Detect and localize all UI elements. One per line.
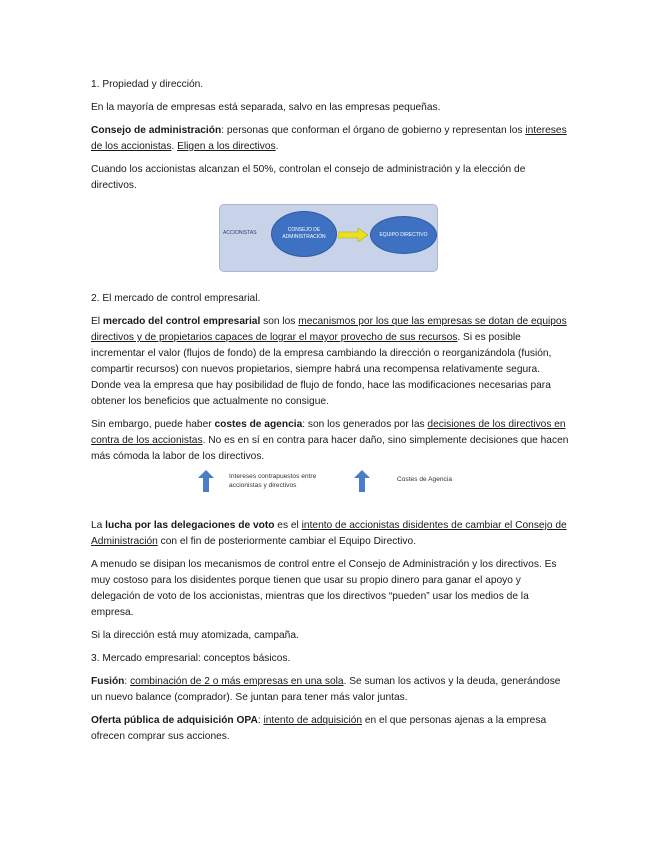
term-lucha: lucha por las delegaciones de voto	[105, 520, 275, 531]
opa-underline: intento de adquisición	[263, 715, 363, 726]
up-arrow-icon	[198, 470, 214, 492]
term-costes-agencia: costes de agencia	[214, 419, 303, 430]
consejo-mid: .	[171, 141, 178, 152]
p1-pre: El	[91, 316, 103, 327]
paragraph-atomizada: Si la dirección está muy atomizada, campaña.	[91, 630, 299, 641]
paragraph-mercado-control	[91, 314, 569, 410]
paragraph-opa	[91, 713, 569, 745]
p3-underline: intento de accionistas disidentes de cambiar el Consejo de Administración	[91, 520, 567, 547]
document-page	[91, 77, 569, 745]
p1-end: . Si es posible incrementar el valor (flujos de fondo) de la empresa cambiando la dirección o reorganizándola (fusión, compartir recursos) con nuevos propietarios, siempre habrá una recompensa relativamente segura. Donde vea la empresa que hay posibilidad de flujo de fondo, hace las modificaciones necesarias para obtener los beneficios que actualmente no consigue.	[91, 332, 552, 407]
section-1-heading: 1. Propiedad y dirección.	[91, 79, 204, 90]
fusion-colon: :	[124, 676, 131, 687]
consejo-underline-2: Eligen a los directivos	[177, 141, 276, 152]
p1-underline: mecanismos por los que las empresas se dotan de equipos directivos y de propietarios capaces de lograr el mayor provecho de sus recursos	[91, 316, 567, 343]
term-opa: Oferta pública de adquisición OPA	[91, 715, 258, 726]
section-3-heading: 3. Mercado empresarial: conceptos básicos.	[91, 653, 291, 664]
fusion-underline: combinación de 2 o más empresas en una sola	[130, 676, 344, 687]
paragraph-costes-agencia	[91, 417, 569, 465]
paragraph-disipan: A menudo se disipan los mecanismos de control entre el Consejo de Administración y los directivos. Es muy costoso para los disidentes porque tienen que usar su propio dinero para ganar el apoyo y delegación de voto de los accionistas, mientras que los directivos “pueden” usar los medios de la empresa.	[91, 559, 557, 618]
diagram-panel	[219, 204, 438, 272]
term-consejo: Consejo de administración	[91, 125, 222, 136]
consejo-ellipse	[271, 211, 337, 257]
consejo-text: : personas que conforman el órgano de gobierno y representan los	[221, 125, 526, 136]
p3-pre: La	[91, 520, 106, 531]
arrows-row	[91, 470, 569, 504]
arrow-1-label: Intereses contrapuestos entre accionistas y directivos	[229, 473, 317, 489]
p3-end: con el fin de posteriormente cambiar el Equipo Directivo.	[157, 536, 417, 547]
arrow-2-label: Costes de Agencia	[397, 476, 452, 483]
equipo-ellipse	[370, 216, 437, 254]
p2-end: . No es en sí en contra para hacer daño, sino simplemente decisiones que hacen más cómoda la labor de los directivos.	[91, 435, 569, 462]
paragraph-lucha-delegaciones	[91, 518, 569, 550]
paragraph-consejo	[91, 123, 569, 155]
fusion-end: . Se suman los activos y la deuda, generándose un nuevo balance (comprador). Se juntan para tener más valor juntas.	[91, 676, 561, 703]
p2-mid: : son los generados por las	[302, 419, 428, 430]
yellow-right-arrow-icon	[338, 228, 368, 242]
equipo-ellipse-label: EQUIPO DIRECTIVO	[379, 231, 428, 238]
consejo-underline-1: intereses de los accionistas	[91, 125, 567, 152]
term-fusion: Fusión	[91, 676, 125, 687]
paragraph-ownership: En la mayoría de empresas está separada, salvo en las empresas pequeñas.	[91, 102, 441, 113]
up-arrow-icon-2	[354, 470, 370, 492]
opa-colon: :	[257, 715, 264, 726]
consejo-end: .	[275, 141, 279, 152]
section-2-heading: 2. El mercado de control empresarial.	[91, 293, 261, 304]
opa-end: en el que personas ajenas a la empresa ofrecen comprar sus acciones.	[91, 715, 547, 742]
term-mercado-control: mercado del control empresarial	[102, 316, 261, 327]
paragraph-fusion	[91, 674, 569, 706]
p1-mid: son los	[260, 316, 299, 327]
p2-underline: decisiones de los directivos en contra de los accionistas	[91, 419, 566, 446]
p3-mid: es el	[274, 520, 302, 531]
governance-diagram	[91, 204, 569, 280]
p2-pre: Sin embargo, puede haber	[91, 419, 215, 430]
accionistas-label: ACCIONISTAS	[223, 230, 257, 236]
consejo-ellipse-label: CONSEJO DE ADMINISTRACIÓN	[282, 227, 326, 240]
paragraph-50-percent: Cuando los accionistas alcanzan el 50%, controlan el consejo de administración y la elección de directivos.	[91, 164, 526, 191]
